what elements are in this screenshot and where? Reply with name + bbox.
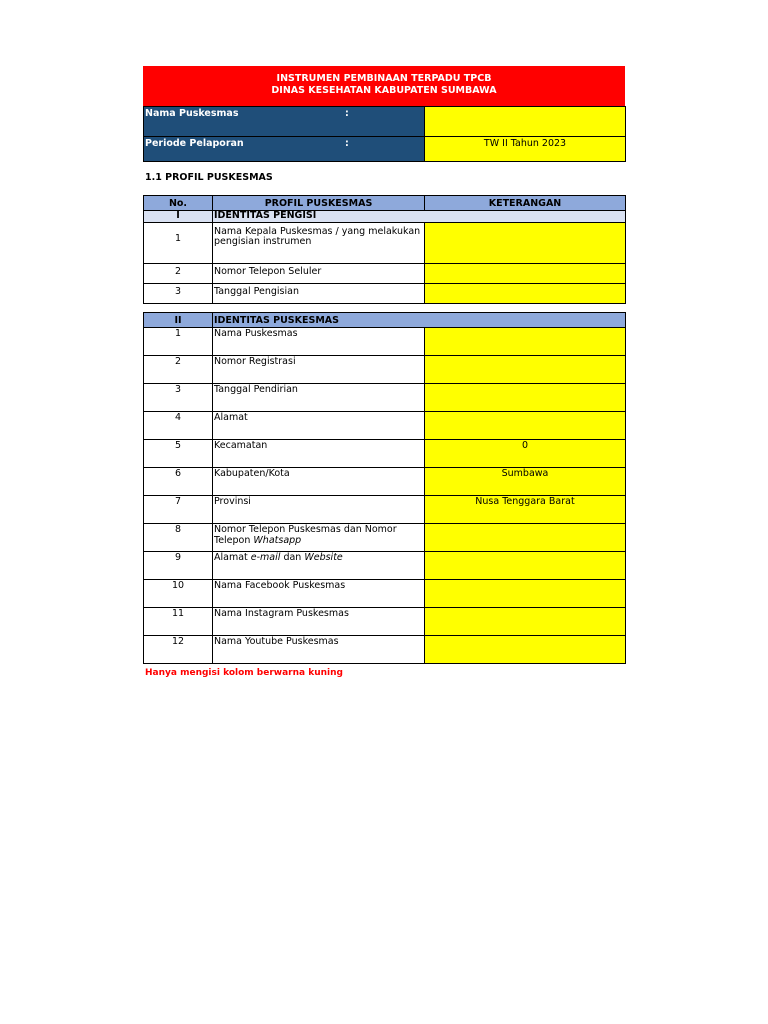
group-label: IDENTITAS PENGISI bbox=[213, 211, 626, 223]
row-value-cell[interactable] bbox=[425, 284, 626, 304]
group-row bbox=[144, 313, 626, 328]
row-label-text: Nomor Telepon Puskesmas dan Nomor Telepon bbox=[214, 524, 397, 546]
row-no: 11 bbox=[144, 608, 213, 636]
table-row bbox=[144, 524, 626, 552]
row-label: Nomor Telepon Seluler bbox=[213, 264, 425, 284]
identitas-pengisi-table bbox=[143, 195, 626, 304]
fill-instruction-note: Hanya mengisi kolom berwarna kuning bbox=[145, 668, 343, 678]
row-value-cell[interactable] bbox=[425, 580, 626, 608]
meta-label-cell bbox=[144, 137, 425, 162]
row-no: 1 bbox=[144, 328, 213, 356]
row-value-cell[interactable] bbox=[425, 356, 626, 384]
row-value-cell[interactable] bbox=[425, 412, 626, 440]
row-no: 3 bbox=[144, 384, 213, 412]
identitas-puskesmas-table bbox=[143, 312, 626, 664]
sheet-header bbox=[143, 66, 625, 162]
row-label: Nama Kepala Puskesmas / yang melakukan pengisian instrumen bbox=[213, 223, 425, 264]
row-no: 9 bbox=[144, 552, 213, 580]
row-no: 7 bbox=[144, 496, 213, 524]
row-value-cell[interactable] bbox=[425, 223, 626, 264]
meta-label-cell bbox=[144, 107, 425, 137]
title-banner bbox=[143, 66, 625, 106]
row-label: Alamat bbox=[213, 412, 425, 440]
row-no: 12 bbox=[144, 636, 213, 664]
header-profil: PROFIL PUSKESMAS bbox=[213, 196, 425, 211]
meta-colon: : bbox=[345, 108, 349, 119]
group-no: I bbox=[144, 211, 213, 223]
row-no: 2 bbox=[144, 356, 213, 384]
row-value-cell[interactable] bbox=[425, 264, 626, 284]
row-label: Nama Facebook Puskesmas bbox=[213, 580, 425, 608]
row-no: 10 bbox=[144, 580, 213, 608]
meta-row-nama bbox=[144, 107, 626, 137]
group-row bbox=[144, 211, 626, 223]
table-row bbox=[144, 636, 626, 664]
row-no: 8 bbox=[144, 524, 213, 552]
row-value-cell[interactable] bbox=[425, 636, 626, 664]
row-label: Kabupaten/Kota bbox=[213, 468, 425, 496]
row-value-cell[interactable] bbox=[425, 384, 626, 412]
row-label: Tanggal Pengisian bbox=[213, 284, 425, 304]
row-value-cell[interactable]: Sumbawa bbox=[425, 468, 626, 496]
table-row bbox=[144, 608, 626, 636]
row-no: 4 bbox=[144, 412, 213, 440]
table-row bbox=[144, 580, 626, 608]
row-value-cell[interactable] bbox=[425, 524, 626, 552]
header-no: No. bbox=[144, 196, 213, 211]
row-label-emphasis: Website bbox=[304, 552, 343, 563]
group-no: II bbox=[144, 313, 213, 328]
row-no: 1 bbox=[144, 223, 213, 264]
table-row bbox=[144, 284, 626, 304]
row-label: Kecamatan bbox=[213, 440, 425, 468]
row-value-cell[interactable]: Nusa Tenggara Barat bbox=[425, 496, 626, 524]
row-no: 5 bbox=[144, 440, 213, 468]
row-value-cell[interactable] bbox=[425, 608, 626, 636]
row-label bbox=[213, 524, 425, 552]
row-no: 3 bbox=[144, 284, 213, 304]
table-row bbox=[144, 468, 626, 496]
table-row bbox=[144, 223, 626, 264]
title-line-1: INSTRUMEN PEMBINAAN TERPADU TPCB bbox=[276, 73, 492, 84]
row-label: Provinsi bbox=[213, 496, 425, 524]
title-line-2: DINAS KESEHATAN KABUPATEN SUMBAWA bbox=[271, 85, 497, 96]
row-label: Nama Instagram Puskesmas bbox=[213, 608, 425, 636]
row-value-cell[interactable]: 0 bbox=[425, 440, 626, 468]
row-no: 2 bbox=[144, 264, 213, 284]
row-label-text: dan bbox=[280, 552, 305, 563]
meta-label: Periode Pelaporan bbox=[145, 138, 244, 149]
meta-label: Nama Puskesmas bbox=[145, 108, 239, 119]
row-label: Nama Puskesmas bbox=[213, 328, 425, 356]
row-label-text: Alamat bbox=[214, 552, 251, 563]
row-label bbox=[213, 552, 425, 580]
header-keterangan: KETERANGAN bbox=[425, 196, 626, 211]
group-label: IDENTITAS PUSKESMAS bbox=[213, 313, 626, 328]
row-label: Tanggal Pendirian bbox=[213, 384, 425, 412]
table-row bbox=[144, 440, 626, 468]
row-value-cell[interactable] bbox=[425, 328, 626, 356]
periode-pelaporan-cell[interactable]: TW II Tahun 2023 bbox=[425, 137, 626, 162]
row-label-emphasis: Whatsapp bbox=[253, 535, 302, 546]
table-row bbox=[144, 264, 626, 284]
nama-puskesmas-input-cell[interactable] bbox=[425, 107, 626, 137]
table-row bbox=[144, 356, 626, 384]
row-value-cell[interactable] bbox=[425, 552, 626, 580]
table-row bbox=[144, 552, 626, 580]
table-row bbox=[144, 328, 626, 356]
row-label: Nomor Registrasi bbox=[213, 356, 425, 384]
row-label: Nama Youtube Puskesmas bbox=[213, 636, 425, 664]
meta-row-periode bbox=[144, 137, 626, 162]
row-label-emphasis: e-mail bbox=[250, 552, 281, 563]
table-row bbox=[144, 412, 626, 440]
table-row bbox=[144, 384, 626, 412]
table-row bbox=[144, 496, 626, 524]
meta-table bbox=[143, 106, 626, 162]
section-title: 1.1 PROFIL PUSKESMAS bbox=[145, 172, 273, 183]
meta-colon: : bbox=[345, 138, 349, 149]
table-header-row bbox=[144, 196, 626, 211]
row-no: 6 bbox=[144, 468, 213, 496]
